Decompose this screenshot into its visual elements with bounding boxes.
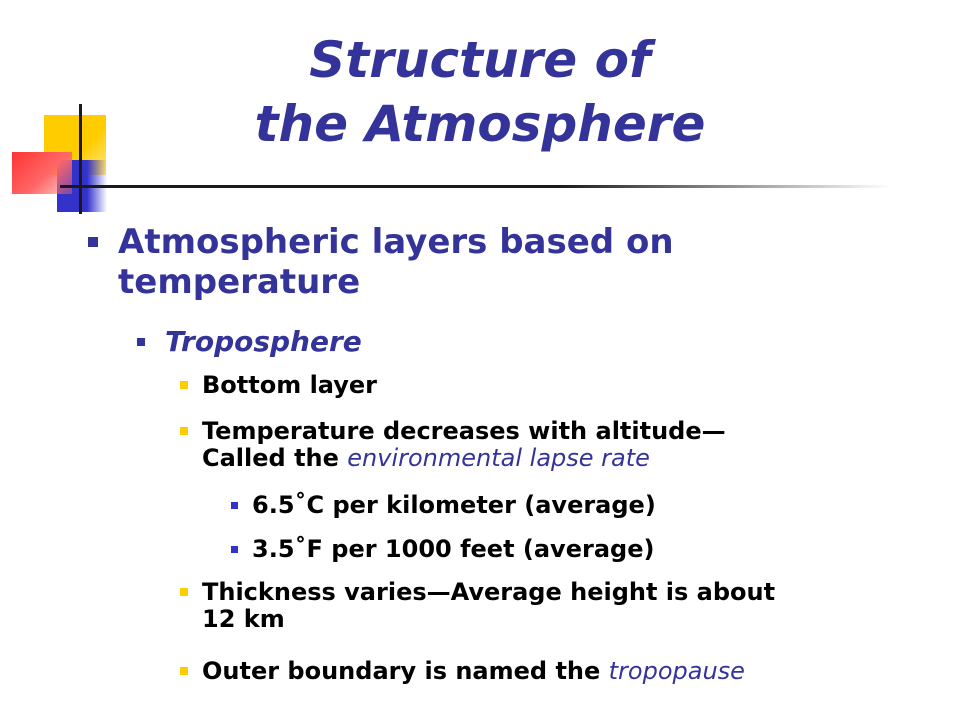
slide-title-line1: Structure of bbox=[309, 31, 651, 89]
slide-title-line2: the Atmosphere bbox=[254, 95, 706, 153]
bullet-square-icon bbox=[231, 546, 238, 553]
bullet-atmospheric-layers-line2: temperature bbox=[118, 262, 361, 302]
bullet-square-icon bbox=[180, 381, 188, 389]
bullet-celsius-rate: 6.5˚C per kilometer (average) bbox=[252, 491, 656, 519]
bullet-atmospheric-layers bbox=[118, 222, 674, 302]
bullet-thickness-line1: Thickness varies—Average height is about bbox=[202, 578, 776, 606]
bullet-temperature-decreases bbox=[202, 418, 726, 472]
bullet-square-icon bbox=[137, 338, 145, 346]
bullet-thickness-line2: 12 km bbox=[202, 605, 285, 633]
bullet-fahrenheit-rate: 3.5˚F per 1000 feet (average) bbox=[252, 535, 655, 563]
bullet-atmospheric-layers-line1: Atmospheric layers based on bbox=[118, 222, 674, 262]
title-underline bbox=[60, 185, 890, 188]
environmental-lapse-rate-term: environmental lapse rate bbox=[347, 444, 650, 472]
bullet-outer-boundary-prefix: Outer boundary is named the bbox=[202, 657, 609, 685]
bullet-bottom-layer: Bottom layer bbox=[202, 371, 378, 399]
slide-title bbox=[0, 28, 960, 156]
bullet-outer-boundary bbox=[202, 658, 745, 685]
bullet-square-icon bbox=[180, 667, 188, 675]
bullet-temperature-line2-prefix: Called the bbox=[202, 444, 348, 472]
tropopause-term: tropopause bbox=[608, 657, 745, 685]
bullet-troposphere: Troposphere bbox=[165, 325, 362, 358]
bullet-square-icon bbox=[180, 588, 188, 596]
bullet-square-icon bbox=[88, 237, 98, 247]
bullet-square-icon bbox=[231, 502, 238, 509]
bullet-temperature-line1: Temperature decreases with altitude— bbox=[202, 417, 726, 445]
bullet-square-icon bbox=[180, 427, 188, 435]
bullet-thickness-varies bbox=[202, 579, 775, 633]
